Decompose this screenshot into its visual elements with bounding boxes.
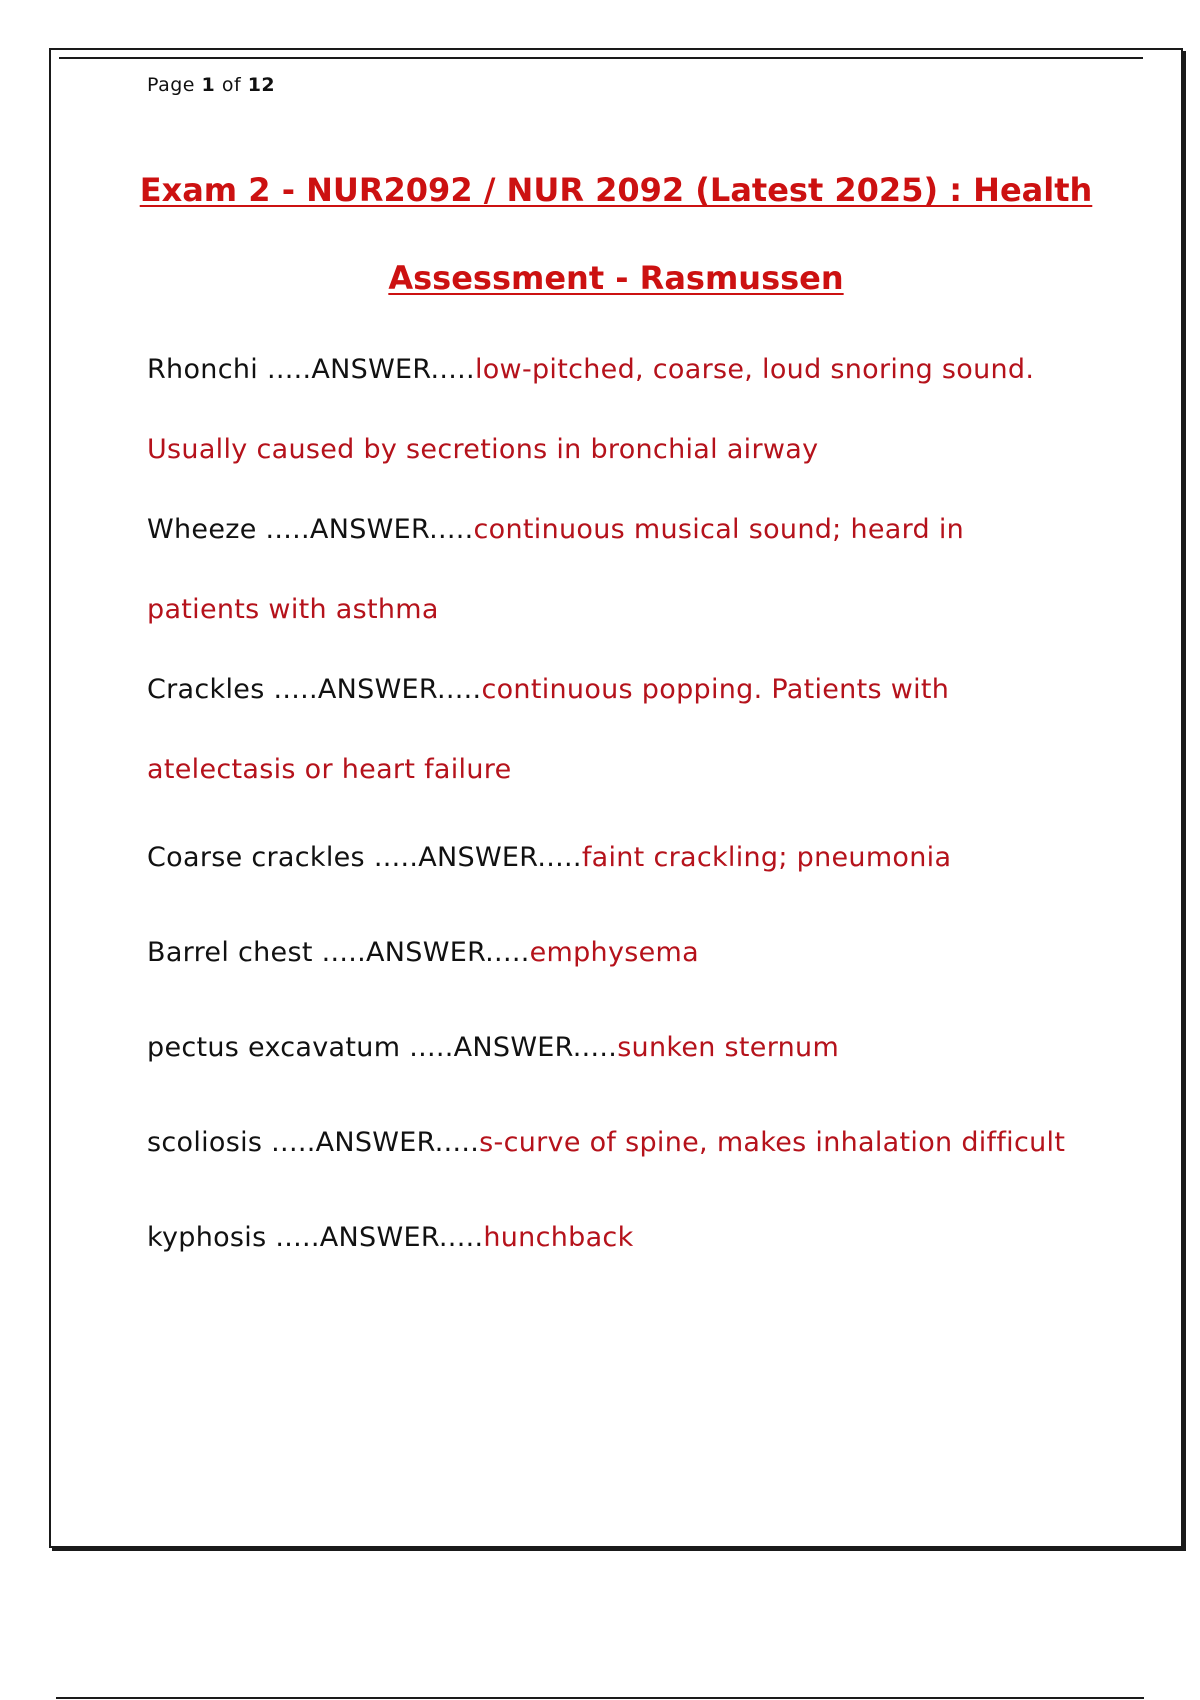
title-line-2: Assessment - Rasmussen	[388, 259, 844, 297]
answer-separator: .....ANSWER.....	[262, 1127, 480, 1158]
qa-entry-wheeze	[147, 490, 1147, 650]
qa-entry-crackles	[147, 650, 1147, 810]
page-counter	[147, 74, 275, 96]
title-line-1: Exam 2 - NUR2092 / NUR 2092 (Latest 2025) : Health	[139, 171, 1093, 209]
entry-answer: faint crackling; pneumonia	[581, 842, 952, 873]
entry-term: scoliosis	[147, 1127, 263, 1158]
qa-entry-rhonchi	[147, 330, 1147, 490]
page-current: 1	[201, 74, 216, 96]
qa-entry-coarse-crackles	[147, 810, 1147, 905]
entry-answer: s-curve of spine, makes inhalation difficult	[479, 1127, 1066, 1158]
entry-answer: emphysema	[529, 937, 699, 968]
entry-answer-continued: Usually caused by secretions in bronchial airway	[147, 434, 819, 465]
answer-separator: .....ANSWER.....	[266, 1222, 484, 1253]
entry-term: Crackles	[147, 674, 265, 705]
entry-answer: continuous musical sound; heard in	[473, 514, 965, 545]
answer-separator: .....ANSWER.....	[258, 354, 475, 385]
document-title	[51, 146, 1181, 322]
document-page	[49, 48, 1183, 1548]
page-total: 12	[247, 74, 276, 96]
entry-answer: sunken sternum	[617, 1032, 840, 1063]
qa-entry-kyphosis	[147, 1190, 1147, 1285]
entry-answer: continuous popping. Patients with	[481, 674, 950, 705]
answer-separator: .....ANSWER.....	[400, 1032, 618, 1063]
entry-term: pectus excavatum	[147, 1032, 401, 1063]
answer-separator: .....ANSWER.....	[256, 514, 474, 545]
answer-separator: .....ANSWER.....	[312, 937, 530, 968]
header-rule	[59, 57, 1143, 59]
next-page-rule	[56, 1697, 1144, 1699]
answer-separator: .....ANSWER.....	[364, 842, 582, 873]
qa-list	[147, 330, 1147, 1285]
qa-entry-barrel-chest	[147, 905, 1147, 1000]
answer-separator: .....ANSWER.....	[264, 674, 482, 705]
entry-term: Coarse crackles	[147, 842, 365, 873]
page-counter-prefix: Page	[147, 74, 202, 96]
entry-answer-continued: patients with asthma	[147, 594, 439, 625]
qa-entry-scoliosis	[147, 1095, 1147, 1190]
entry-term: Wheeze	[147, 514, 257, 545]
entry-term: Barrel chest	[147, 937, 313, 968]
entry-term: kyphosis	[147, 1222, 267, 1253]
entry-answer: low-pitched, coarse, loud snoring sound.	[474, 354, 1035, 385]
entry-answer-continued: atelectasis or heart failure	[147, 754, 512, 785]
entry-term: Rhonchi	[147, 354, 259, 385]
page-counter-middle: of	[215, 74, 248, 96]
qa-entry-pectus-excavatum	[147, 1000, 1147, 1095]
entry-answer: hunchback	[483, 1222, 634, 1253]
